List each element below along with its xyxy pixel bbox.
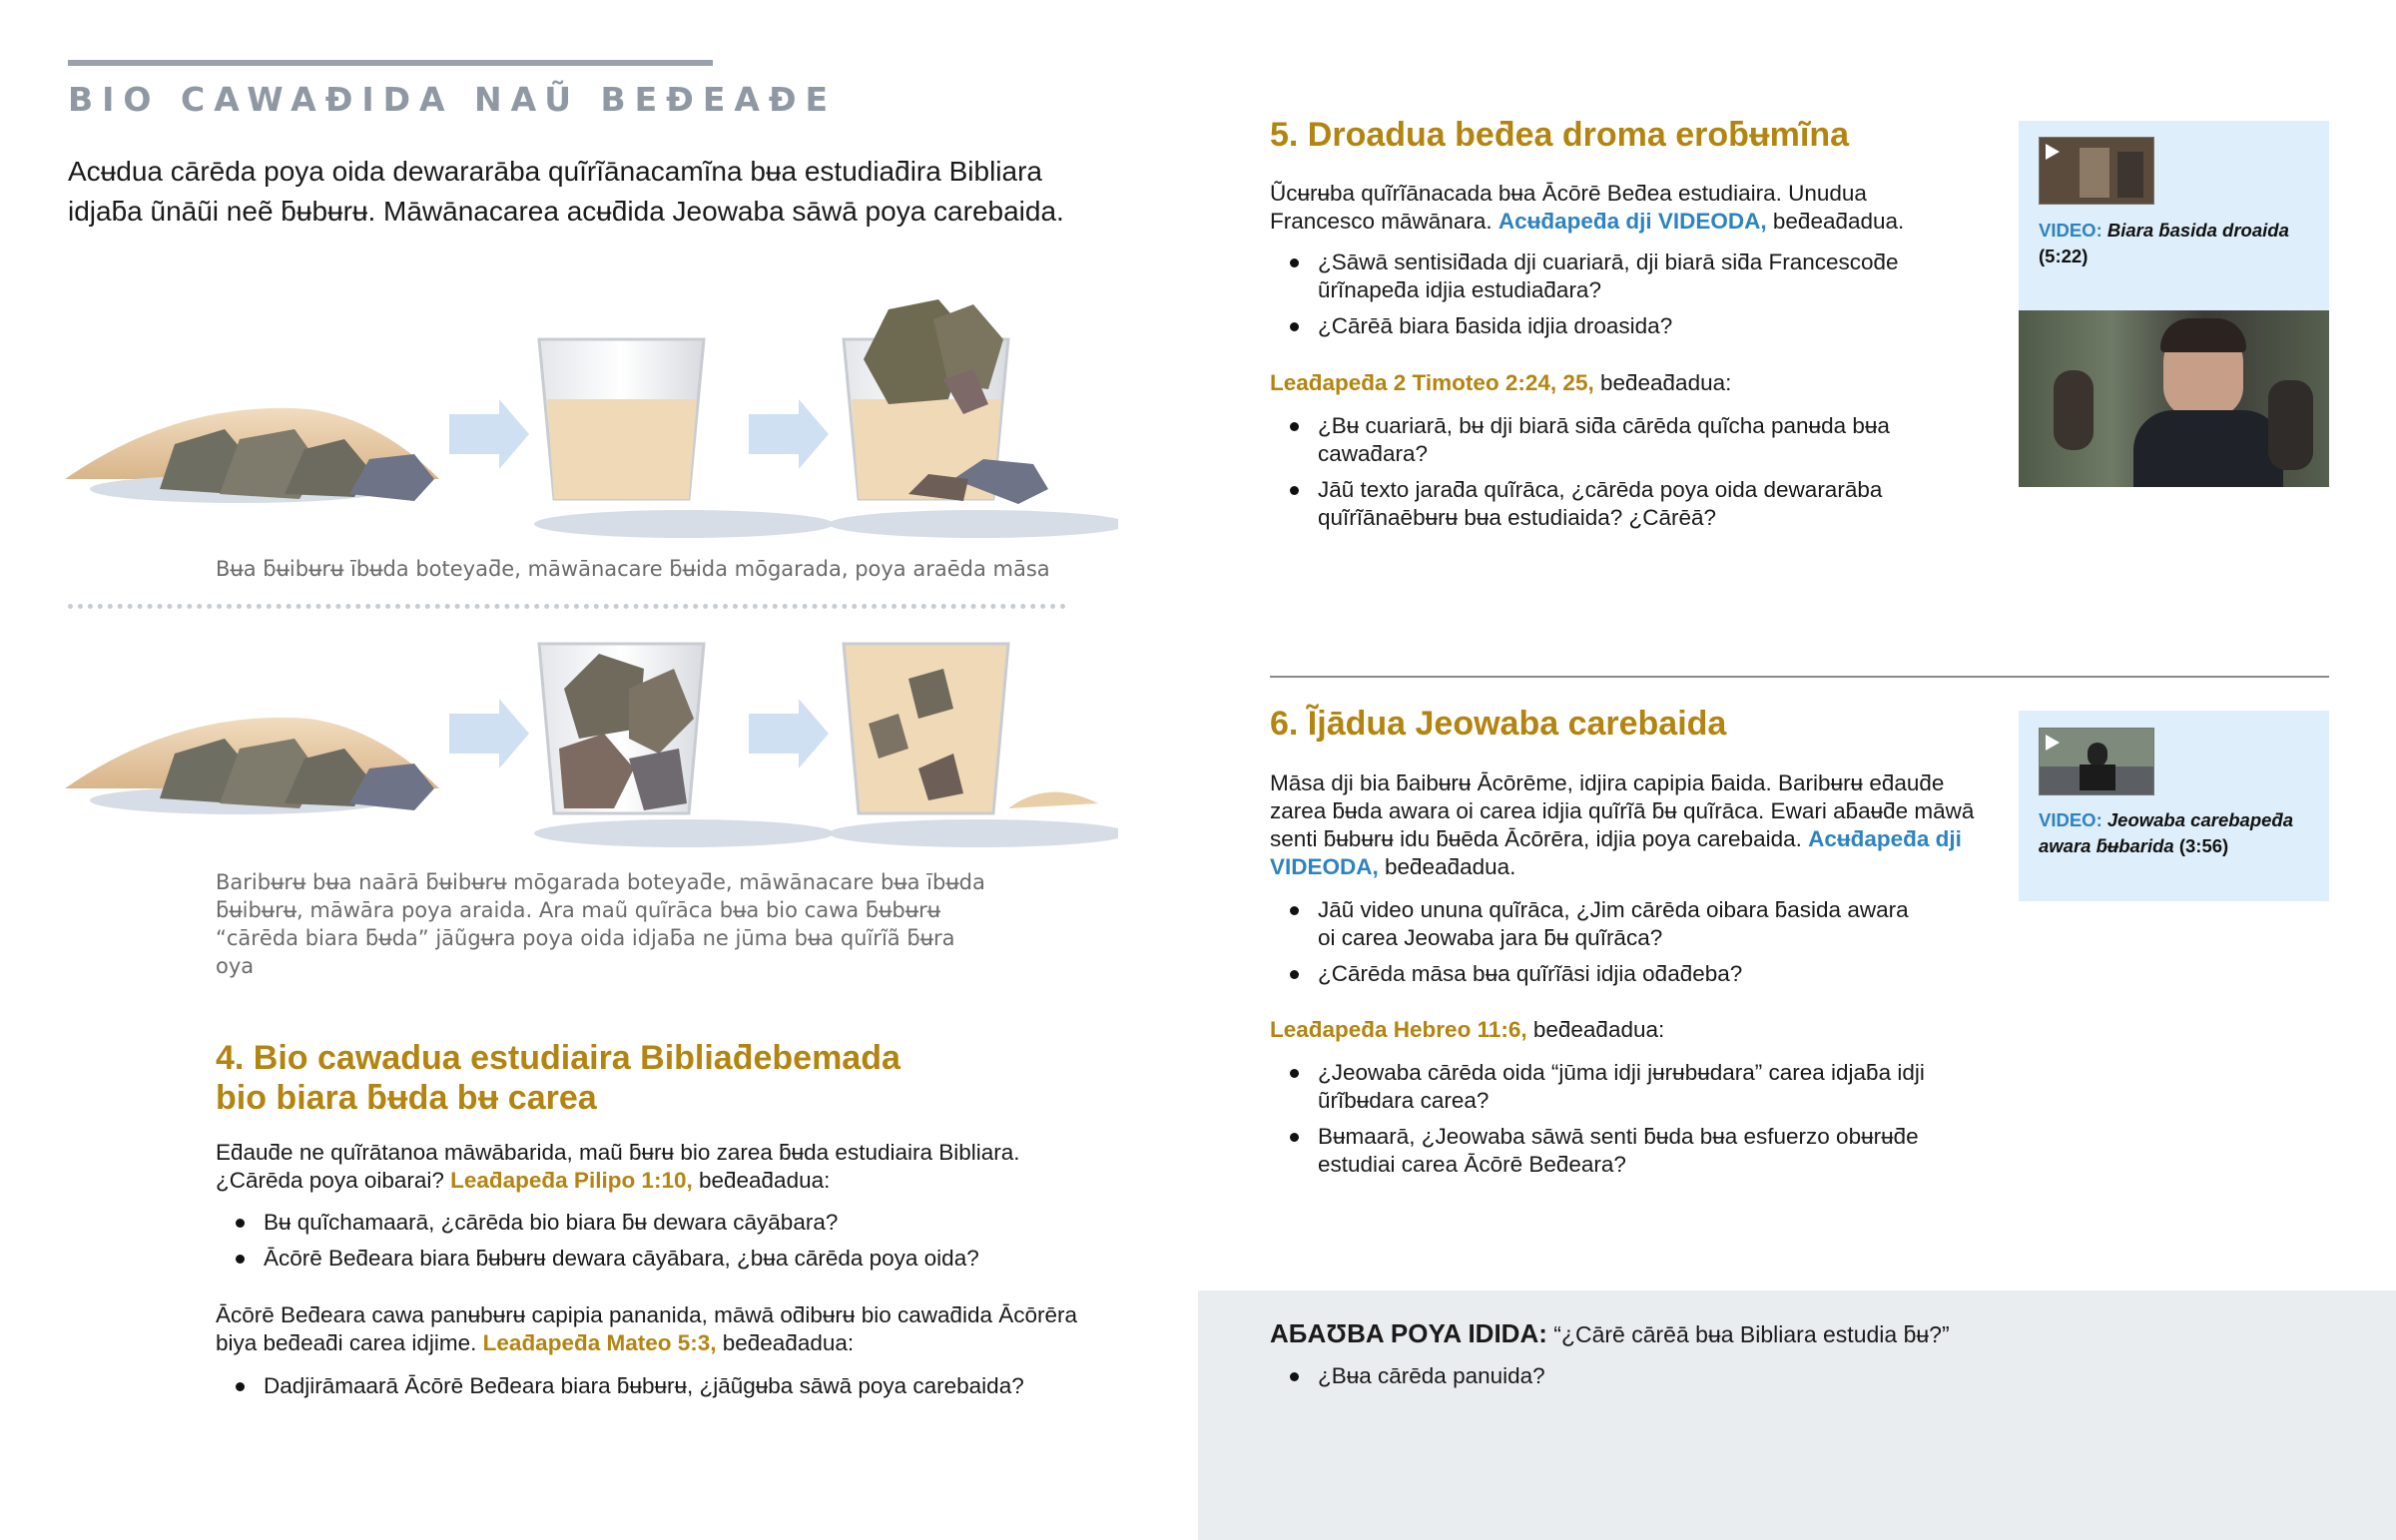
- video-thumbnail[interactable]: [2039, 728, 2154, 795]
- video-title: Biara ƃasida droaida: [2106, 220, 2289, 241]
- paragraph-text: Māsa dji bia ƃaibʉrʉ Ācōrēme, idjira capipia ƃaida. Baribʉrʉ eƌauƌe zarea ƃʉda awara oi carea idjia quĩrĩā ƃʉ quĩrāca. Ewari aƃaʉƌe māwā senti ƃʉbʉrʉ idu ƃʉēda Ācōrēra, idjia poya carebaida.: [1270, 770, 1975, 851]
- question-item: ¿Jeowaba cārēda oida “jūma idji jʉrʉbʉdara” carea idjaƃa idji ũrĩbʉdara carea?: [1270, 1059, 1969, 1115]
- video-card-section-6[interactable]: [2019, 711, 2329, 901]
- video-duration: (5:22): [2039, 246, 2089, 266]
- section-4-heading: [216, 1038, 1094, 1118]
- section-5-heading: 5. Droadua beƌea droma eroƃʉmĩna: [1270, 116, 1850, 154]
- section-5-questions-1: [1270, 249, 1949, 348]
- illustration-rocks-first: [60, 629, 1118, 858]
- summary-questions: [1270, 1362, 2168, 1398]
- video-label: [2039, 218, 2318, 269]
- paragraph-end: beƌeaƌadua.: [1766, 209, 1905, 234]
- question-item: Ācōrē Beƌeara biara ƃʉbʉrʉ dewara cāyābara, ¿bʉa cārēda poya oida?: [216, 1245, 1094, 1273]
- video-card-section-5[interactable]: [2019, 121, 2329, 310]
- illustration-caption-1: Bʉa ƃʉibʉrʉ ībʉda boteyaƌe, māwānacare ƃʉida mōgarada, poya araēda māsa: [216, 557, 1050, 581]
- question-item: ¿Bʉ cuariarā, bʉ dji biarā siƌa cārēda quĩcha panʉda bʉa cawaƌara?: [1270, 412, 1949, 468]
- section-4-heading-line-1: 4. Bio cawadua estudiaira Bibliaƌebemada: [216, 1039, 900, 1077]
- question-item: ¿Cārēā biara ƃasida idjia droasida?: [1270, 312, 1949, 340]
- paragraph-text: Eƌauƌe ne quĩrātanoa māwābarida, maũ ƃʉrʉ bio zarea ƃʉda estudiaira Bibliara. ¿Cārēda poya oibarai?: [216, 1140, 1020, 1193]
- question-item: ¿Sāwā sentisiƌada dji cuariarā, dji biarā siƌa Francescoƌe ũrĩnapeƌa idjia estudiaƌara?: [1270, 249, 1949, 304]
- video-prefix: VIDEO:: [2039, 220, 2102, 241]
- scripture-ref-mateo[interactable]: Leaƌapeƌa Mateo 5:3,: [482, 1330, 717, 1355]
- illustration-caption-2: Baribʉrʉ bʉa naārā ƃʉibʉrʉ mōgarada boteyaƌe, māwānacare bʉa ībʉda ƃʉibʉrʉ, māwāra poya araida. Ara maũ quĩrāca bʉa bio cawa ƃʉbʉrʉ “cārēda biara ƃʉda” jāũgʉra poya oida idjaƃa ne jūma bʉa quĩrĩã ƃʉra oya: [216, 870, 985, 978]
- question-item: ¿Cārēda māsa bʉa quĩrĩāsi idjia oƌaƌeba?: [1270, 960, 1909, 988]
- paragraph-end: beƌeaƌadua:: [1526, 1017, 1665, 1042]
- section-top-rule: [68, 60, 713, 66]
- play-icon: [2046, 735, 2060, 751]
- question-item: Dadjirāmaarā Ācōrē Beƌeara biara ƃʉbʉrʉ, ¿jāũgʉba sāwā poya carebaida?: [216, 1372, 1094, 1400]
- video-still-image: [2019, 310, 2329, 487]
- video-duration: (3:56): [2178, 835, 2229, 856]
- section-6-questions-2: [1270, 1059, 1969, 1187]
- section-4-questions-1: [216, 1209, 1094, 1281]
- scripture-ref-hebreo[interactable]: Leaƌapeƌa Hebreo 11:6,: [1270, 1017, 1527, 1042]
- question-item: Bʉmaarā, ¿Jeowaba sāwā senti ƃʉda bʉa esfuerzo obʉrʉƌe estudiai carea Ācōrē Beƌeara?: [1270, 1123, 1969, 1179]
- summary-label: AƂAƱBA POYA IDIDA:: [1270, 1318, 1547, 1348]
- section-divider: [1270, 676, 2329, 678]
- intro-paragraph: Acʉdua cārēda poya oida dewararāba quĩrĩānacamĩna bʉa estudiaƌira Bibliara idjaƃa ũnāũi neẽ ƃʉbʉrʉ. Māwānacarea acʉƌida Jeowaba sāwā poya carebaida.: [68, 156, 1064, 227]
- video-link[interactable]: Acʉƌapeƌa dji VIDEODA,: [1498, 209, 1767, 234]
- paragraph-end: beƌeaƌadua:: [716, 1330, 855, 1355]
- video-title: Jeowaba carebapeƌa awara ƃʉbarida: [2039, 809, 2293, 856]
- section-6-paragraph-2: [1270, 1016, 1929, 1044]
- section-5-paragraph-2: [1270, 369, 1929, 397]
- video-prefix: VIDEO:: [2039, 809, 2102, 830]
- section-6-questions-1: [1270, 896, 1909, 996]
- section-5-paragraph-1: [1270, 180, 1929, 236]
- question-item: Bʉ quĩchamaarā, ¿cārēda bio biara ƃʉ dewara cāyābara?: [216, 1209, 1094, 1237]
- scripture-ref-timoteo[interactable]: Leaƌapeƌa 2 Timoteo 2:24, 25,: [1270, 370, 1594, 395]
- summary-question: [1270, 1318, 2348, 1349]
- summary-box: [1198, 1290, 2396, 1540]
- paragraph-text: Ācōrē Beƌeara cawa panʉbʉrʉ capipia pananida, māwā oƌibʉrʉ bio cawaƌida Ācōrēra biya beƌeaƌi carea idjime.: [216, 1302, 1078, 1355]
- section-6-paragraph-1: [1270, 770, 1979, 881]
- summary-question-text: “¿Cārē cārēā bʉa Bibliara estudia ƃʉ?”: [1546, 1321, 1950, 1347]
- dotted-divider: [68, 604, 1066, 609]
- question-item: ¿Bʉa cārēda panuida?: [1270, 1362, 2168, 1390]
- video-label: [2039, 807, 2323, 859]
- section-6-heading: 6. Ĩjādua Jeowaba carebaida: [1270, 705, 1727, 743]
- question-item: Jāũ texto jaraƌa quĩrāca, ¿cārēda poya oida dewararāba quĩrĩānaēbʉrʉ bʉa estudiaida? ¿Cārēā?: [1270, 476, 1949, 532]
- section-4-heading-line-2: bio biara ƃʉda bʉ carea: [216, 1079, 597, 1117]
- section-title: BIO CAWAƉIDA NAŨ BEƉEAƉE: [68, 80, 838, 119]
- section-4-questions-2: [216, 1372, 1094, 1408]
- scripture-ref-pilipo[interactable]: Leaƌapeƌa Pilipo 1:10,: [450, 1168, 693, 1193]
- paragraph-end: beƌeaƌadua.: [1378, 854, 1516, 879]
- video-thumbnail[interactable]: [2039, 137, 2154, 205]
- section-4-paragraph-1: [216, 1139, 1084, 1195]
- video-link[interactable]: Acʉƌapeƌa dji VIDEODA,: [1270, 826, 1962, 879]
- question-item: Jāũ video ununa quĩrāca, ¿Jim cārēda oibara ƃasida awara oi carea Jeowaba jara ƃʉ quĩrāca?: [1270, 896, 1909, 952]
- play-icon: [2046, 144, 2060, 160]
- paragraph-end: beƌeaƌadua:: [692, 1168, 831, 1193]
- section-5-questions-2: [1270, 412, 1949, 540]
- section-4-paragraph-2: [216, 1301, 1084, 1357]
- paragraph-text: Ũcʉrʉba quĩrĩānacada bʉa Ācōrē Beƌea estudiaira. Unudua Francesco māwānara.: [1270, 181, 1867, 234]
- paragraph-end: beƌeaƌadua:: [1593, 370, 1732, 395]
- illustration-sand-first: [60, 289, 1118, 549]
